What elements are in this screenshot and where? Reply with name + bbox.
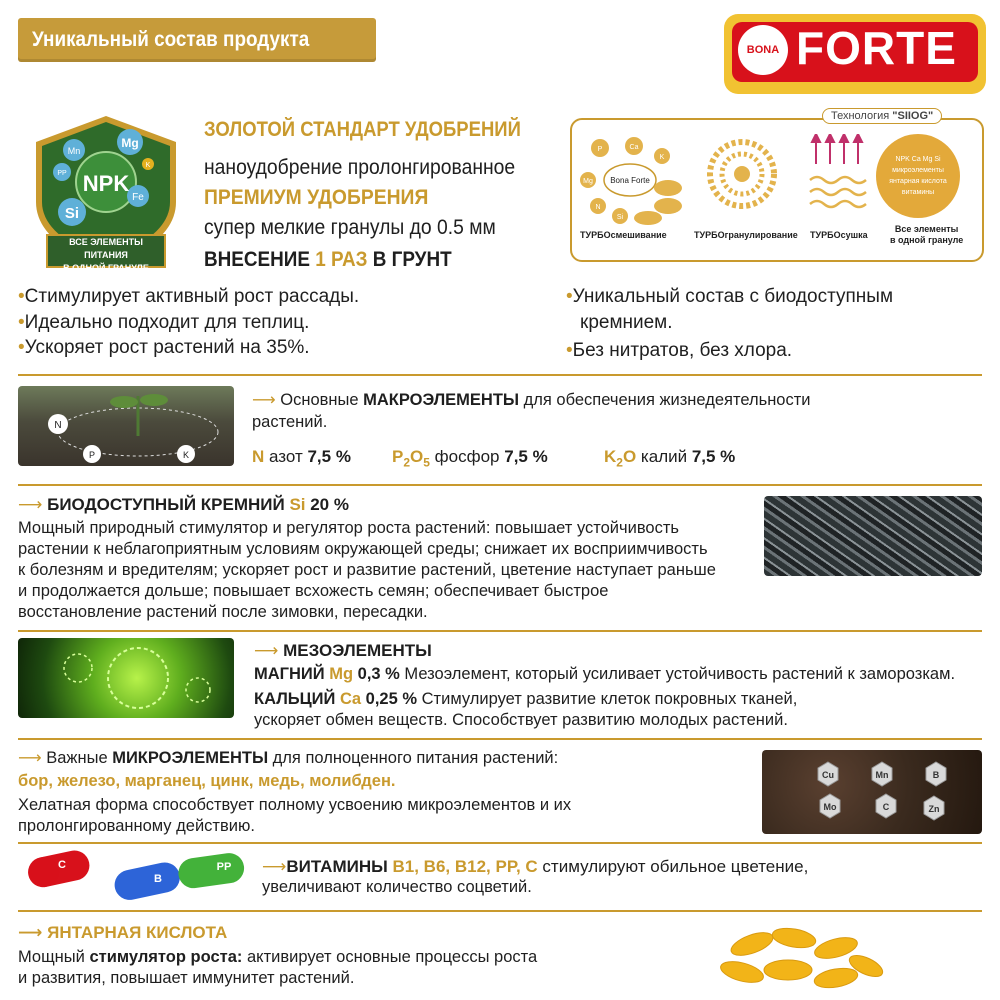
caption-all-in-one: Все элементы в одной грануле xyxy=(890,224,964,245)
bullet-right-1: •Уникальный состав с биодоступным xyxy=(566,286,894,307)
shield-k: K xyxy=(145,162,151,169)
macro-heading-line2: растений. xyxy=(252,413,328,431)
amber-acid-heading: ⟶ ЯНТАРНАЯ КИСЛОТА xyxy=(18,923,228,942)
svg-text:N: N xyxy=(54,420,62,431)
separator-4 xyxy=(18,738,982,740)
shield-mg: Mg xyxy=(121,136,139,150)
shield-pp: PP xyxy=(57,170,67,177)
bona-forte-logo xyxy=(724,14,986,94)
silicon-crystals-image xyxy=(764,496,982,576)
caption-turbo-mixing: ТУРБОсмешивание xyxy=(580,230,667,240)
macro-nitrogen: N азот 7,5 % xyxy=(252,447,351,466)
meso-magnesium: МАГНИЙ Mg 0,3 % Мезоэлемент, который усиливает устойчивость растений к заморозкам. xyxy=(254,665,956,683)
tech-center-text: Bona Forte xyxy=(610,176,650,185)
silicon-heading: ⟶ БИОДОСТУПНЫЙ КРЕМНИЙ Si 20 % xyxy=(18,495,349,514)
amber-capsules-icon xyxy=(712,914,888,998)
micro-text-1: Хелатная форма способствует полному усвоению микроэлементов и их xyxy=(18,796,572,814)
meso-calcium: КАЛЬЦИЙ Ca 0,25 % Стимулирует развитие клеток покровных тканей, xyxy=(254,690,798,708)
svg-text:B: B xyxy=(932,770,940,780)
meso-heading: ⟶ МЕЗОЭЛЕМЕНТЫ xyxy=(254,641,432,660)
micro-text-2: пролонгированному действию. xyxy=(18,817,255,835)
shield-mn: Mn xyxy=(67,146,81,156)
logo-forte-text: FORTE xyxy=(796,22,957,74)
caption-turbo-drying: ТУРБОсушка xyxy=(810,230,868,240)
svg-text:P: P xyxy=(88,450,96,460)
amber-text-2: и развития, повышает иммунитет растений. xyxy=(18,969,355,987)
shield-fe: Fe xyxy=(132,192,144,203)
gold-standard-heading: ЗОЛОТОЙ СТАНДАРТ УДОБРЕНИЙ xyxy=(204,118,521,141)
separator-3 xyxy=(18,630,982,632)
svg-text:Si: Si xyxy=(616,214,624,221)
svg-text:C: C xyxy=(882,802,890,812)
svg-text:Mn: Mn xyxy=(875,770,889,780)
svg-text:K: K xyxy=(182,450,190,460)
silicon-text-1: Мощный природный стимулятор и регулятор роста растений: повышает устойчивость xyxy=(18,519,679,537)
micro-list: бор, железо, марганец, цинк, медь, молибден. xyxy=(18,772,396,790)
logo-bona-text: BONA xyxy=(738,25,788,75)
svg-text:P: P xyxy=(597,146,603,153)
svg-text:N: N xyxy=(595,204,601,211)
header-title: Уникальный состав продукта xyxy=(32,28,310,51)
svg-text:C: C xyxy=(58,859,66,871)
header-banner xyxy=(18,18,376,62)
svg-text:Ca: Ca xyxy=(629,144,639,151)
amber-text-1: Мощный стимулятор роста: активирует основные процессы роста xyxy=(18,948,538,966)
micro-heading: ⟶ Важные МИКРОЭЛЕМЕНТЫ для полноценного питания растений: xyxy=(18,749,559,767)
silicon-text-4: и продолжается дольше; повышает всхожесть семян; обеспечивает быстрое xyxy=(18,582,609,600)
svg-text:K: K xyxy=(659,154,665,161)
bullet-left-1: •Стимулирует активный рост рассады. xyxy=(18,286,360,307)
svg-text:B: B xyxy=(154,873,162,885)
separator-2 xyxy=(18,484,982,486)
shield-npk: NPK xyxy=(82,171,130,196)
bullet-right-1-cont: кремнием. xyxy=(580,312,673,333)
silicon-text-3: к болезням и вредителям; ускоряет рост и развитие растений, цветение наступает раньше xyxy=(18,561,716,579)
bullet-left-3: •Ускоряет рост растений на 35%. xyxy=(18,337,310,358)
macro-potassium: $K_2O$ калий 7,5 % xyxy=(604,447,736,470)
npk-shield-emblem xyxy=(26,112,186,272)
svg-text:Cu: Cu xyxy=(822,770,834,780)
macro-heading: ⟶ Основные МАКРОЭЛЕМЕНТЫ для обеспечения жизнедеятельности xyxy=(252,391,811,409)
application-line: ВНЕСЕНИЕ 1 РАЗ В ГРУНТ xyxy=(204,248,452,271)
svg-text:PP: PP xyxy=(216,861,232,873)
vitamin-capsules-icon xyxy=(18,842,250,902)
intro-line1: наноудобрение пролонгированное xyxy=(204,156,516,179)
vitamins-text-2: увеличивают количество соцветий. xyxy=(262,878,532,896)
green-cells-image xyxy=(18,638,234,718)
shield-caption-line1: ВСЕ ЭЛЕМЕНТЫ ПИТАНИЯ xyxy=(69,237,143,260)
svg-text:Zn: Zn xyxy=(928,804,940,814)
shield-si: Si xyxy=(64,205,80,222)
separator-6 xyxy=(18,910,982,912)
svg-text:Mg: Mg xyxy=(583,178,593,185)
caption-turbo-granulation: ТУРБОгранулирование xyxy=(694,230,798,240)
vitamins-heading: ⟶ВИТАМИНЫ B1, B6, B12, PP, C стимулируют обильное цветение, xyxy=(262,857,809,876)
silicon-text-2: растении к неблагоприятным условиям окружающей среды; снижает их восприимчивость xyxy=(18,540,708,558)
silicon-text-5: восстановление растений после зимовки, пересадки. xyxy=(18,603,428,621)
bullet-right-2: •Без нитратов, без хлора. xyxy=(566,340,793,361)
turbo-mixing-icon xyxy=(578,134,688,226)
svg-text:Mo: Mo xyxy=(823,802,837,812)
turbo-drying-icon xyxy=(808,134,868,218)
meso-calcium-line2: ускоряет обмен веществ. Способствует развитию молодых растений. xyxy=(254,711,788,729)
bullet-left-2: •Идеально подходит для теплиц. xyxy=(18,312,310,333)
all-in-one-granule-icon: NPK Ca Mg Si микроэлементы янтарная кислота витамины xyxy=(876,134,960,218)
soil-seedlings-image xyxy=(18,386,234,466)
shield-caption xyxy=(46,234,166,273)
shield-caption-line2: В ОДНОЙ ГРАНУЛЕ xyxy=(63,263,149,273)
turbo-granulation-icon xyxy=(702,134,782,214)
separator-1 xyxy=(18,374,982,376)
technology-label: Технология "SIIOG" xyxy=(822,108,942,124)
premium-heading: ПРЕМИУМ УДОБРЕНИЯ xyxy=(204,186,429,209)
technology-box xyxy=(570,110,984,262)
soil-microelements-image xyxy=(762,750,982,834)
intro-line3: супер мелкие гранулы до 0.5 мм xyxy=(204,216,496,239)
macro-phosphorus: $P_2O_5$ фосфор 7,5 % xyxy=(392,447,548,470)
